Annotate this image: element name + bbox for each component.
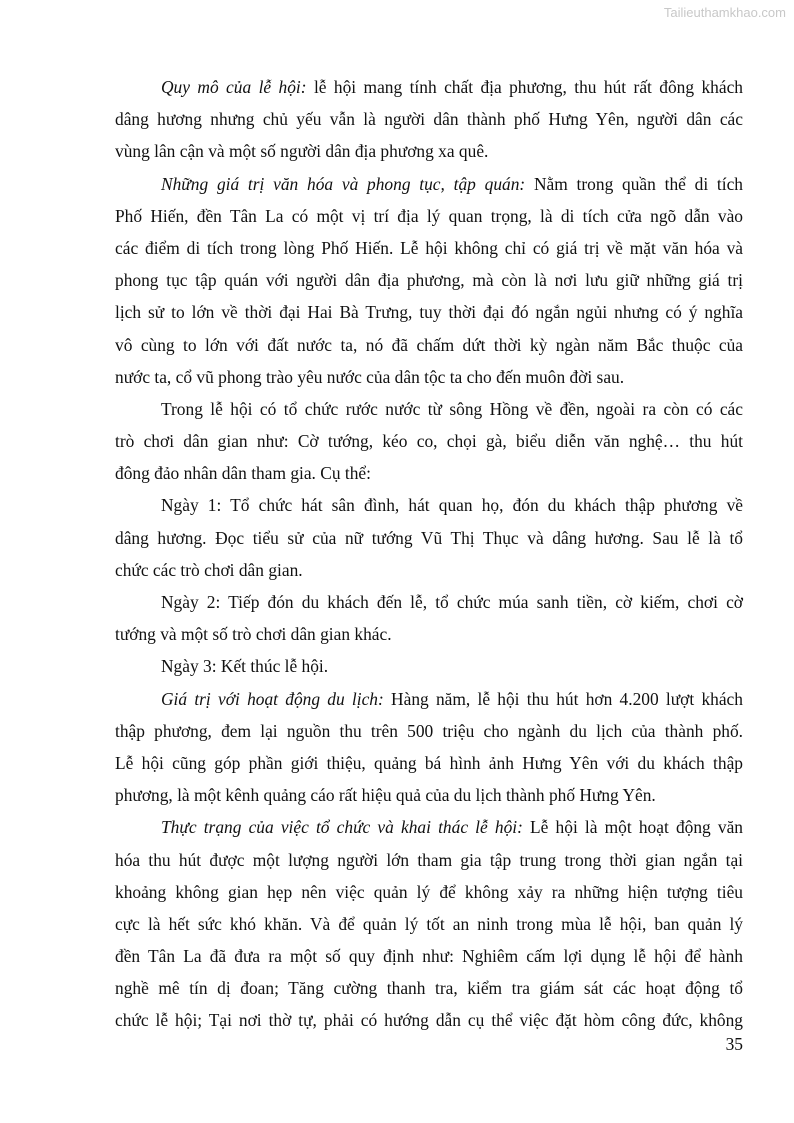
text-line xyxy=(115,103,743,135)
text-line xyxy=(115,393,743,425)
line-text: hóa thu hút được một lượng người lớn tham gia tập trung trong thời gian ngắn tại xyxy=(115,849,743,870)
line-text: Trong lễ hội có tổ chức rước nước từ sông Hồng về đền, ngoài ra còn có các xyxy=(161,398,743,419)
text-line xyxy=(115,650,743,682)
paragraph xyxy=(115,683,743,812)
line-text: Ngày 1: Tổ chức hát sân đình, hát quan họ, đón du khách thập phương về xyxy=(161,495,743,516)
line-text: lễ hội mang tính chất địa phương, thu hút rất đông khách xyxy=(306,77,743,97)
paragraph xyxy=(115,586,743,650)
page-number: 35 xyxy=(725,1034,743,1054)
text-line xyxy=(115,457,743,489)
paragraph xyxy=(115,811,743,1036)
line-text: trò chơi dân gian như: Cờ tướng, kéo co, chọi gà, biểu diễn văn nghệ… thu hút xyxy=(115,431,743,452)
text-line xyxy=(115,715,743,747)
line-text: nghề mê tín dị đoan; Tăng cường thanh tra, kiểm tra giám sát các hoạt động tổ xyxy=(115,978,743,999)
line-text: Hàng năm, lễ hội thu hút hơn 4.200 lượt khách xyxy=(383,688,743,709)
text-line xyxy=(115,618,743,650)
line-text: Ngày 3: Kết thúc lễ hội. xyxy=(161,656,329,677)
paragraph xyxy=(115,489,743,586)
italic-heading: Thực trạng của việc tổ chức và khai thác lễ hội: xyxy=(161,817,523,838)
line-text: nước ta, cổ vũ phong trào yêu nước của dân tộc ta cho đến muôn đời sau. xyxy=(115,366,625,387)
text-line xyxy=(115,264,743,296)
line-text: phương, là một kênh quảng cáo rất hiệu quả của du lịch thành phố Hưng Yên. xyxy=(115,785,656,806)
paragraph xyxy=(115,393,743,490)
line-text: Phố Hiến, đền Tân La có một vị trí địa lý quan trọng, là di tích cửa ngõ dẫn vào xyxy=(115,205,743,226)
text-line xyxy=(115,683,743,715)
line-text: Nằm trong quần thể di tích xyxy=(525,173,743,194)
text-line xyxy=(115,329,743,361)
text-line xyxy=(115,232,743,264)
line-text: vô cùng to lớn với đất nước ta, nó đã chấm dứt thời kỳ ngàn năm Bắc thuộc của xyxy=(115,334,743,355)
text-line xyxy=(115,844,743,876)
italic-heading: Giá trị với hoạt động du lịch: xyxy=(161,688,384,709)
line-text: chức lễ hội; Tại nơi thờ tự, phải có hướng dẫn cụ thể việc đặt hòm công đức, không xyxy=(115,1010,743,1031)
line-text: lịch sử to lớn về thời đại Hai Bà Trưng, tuy thời đại đó ngắn ngủi nhưng có ý nghĩa xyxy=(115,302,743,323)
paragraph xyxy=(115,168,743,393)
text-line xyxy=(115,747,743,779)
text-line xyxy=(115,168,743,200)
italic-heading: Quy mô của lễ hội: xyxy=(161,77,307,97)
line-text: thập phương, đem lại nguồn thu trên 500 triệu cho ngành du lịch của thành phố. xyxy=(115,720,743,741)
text-line xyxy=(115,586,743,618)
text-line xyxy=(115,71,743,103)
line-text: Lễ hội cũng góp phần giới thiệu, quảng bá hình ảnh Hưng Yên với du khách thập xyxy=(115,752,743,773)
text-line xyxy=(115,522,743,554)
line-text: vùng lân cận và một số người dân địa phương xa quê. xyxy=(115,141,489,162)
line-text: chức các trò chơi dân gian. xyxy=(115,559,303,580)
line-text: phong tục tập quán với người dân địa phương, mà còn là nơi lưu giữ những giá trị xyxy=(115,270,743,291)
text-line xyxy=(115,361,743,393)
line-text: đông đảo nhân dân tham gia. Cụ thể: xyxy=(115,463,371,484)
watermark: Tailieuthamkhao.com xyxy=(663,5,786,20)
text-line xyxy=(115,972,743,1004)
text-line xyxy=(115,554,743,586)
line-text: Lễ hội là một hoạt động văn xyxy=(522,817,743,838)
text-line xyxy=(115,811,743,843)
text-line xyxy=(115,779,743,811)
italic-heading: Những giá trị văn hóa và phong tục, tập quán: xyxy=(161,173,526,194)
line-text: khoảng không gian hẹp nên việc quản lý để không xảy ra những hiện tượng tiêu xyxy=(115,881,743,902)
text-line xyxy=(115,425,743,457)
line-text: dâng hương. Đọc tiểu sử của nữ tướng Vũ Thị Thục và dâng hương. Sau lễ là tổ xyxy=(115,527,743,548)
line-text: Ngày 2: Tiếp đón du khách đến lễ, tổ chức múa sanh tiền, cờ kiếm, chơi cờ xyxy=(161,592,743,612)
line-text: các điểm di tích trong lòng Phố Hiến. Lễ hội không chỉ có giá trị về mặt văn hóa và xyxy=(115,237,743,258)
text-line xyxy=(115,489,743,521)
line-text: tướng và một số trò chơi dân gian khác. xyxy=(115,624,392,645)
line-text: đền Tân La đã đưa ra một số quy định như: Nghiêm cấm lợi dụng lễ hội để hành xyxy=(115,946,743,967)
paragraph xyxy=(115,650,743,682)
text-line xyxy=(115,940,743,972)
text-line xyxy=(115,296,743,328)
text-line xyxy=(115,876,743,908)
line-text: cực là hết sức khó khăn. Và để quản lý tốt an ninh trong mùa lễ hội, ban quản lý xyxy=(115,913,743,934)
text-line xyxy=(115,908,743,940)
document-body xyxy=(115,71,743,1037)
paragraph xyxy=(115,71,743,168)
line-text: dâng hương nhưng chủ yếu vẫn là người dân thành phố Hưng Yên, người dân các xyxy=(115,109,743,130)
text-line xyxy=(115,135,743,167)
text-line xyxy=(115,1004,743,1036)
text-line xyxy=(115,200,743,232)
